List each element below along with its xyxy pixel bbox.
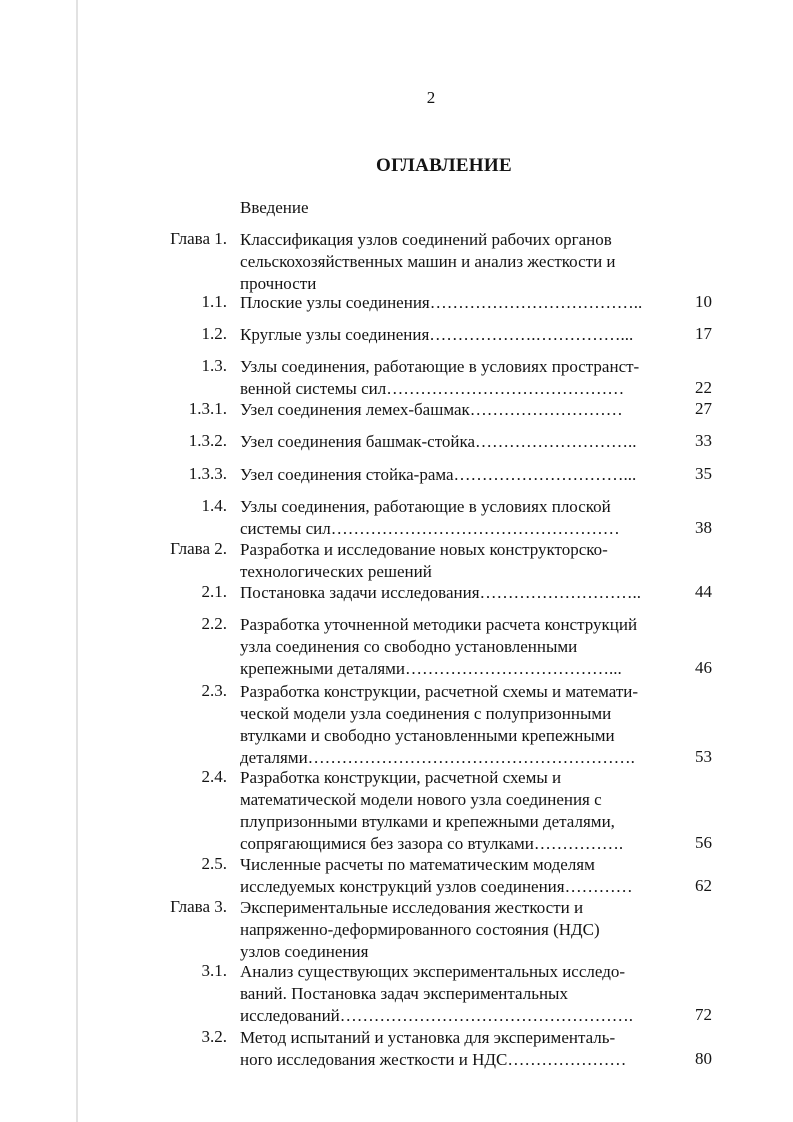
toc-line: ного исследования жесткости и НДС………………… [240, 1050, 627, 1069]
toc-label: 1.3. [201, 356, 227, 375]
toc-line: плупризонными втулками и крепежными деталями, [240, 812, 615, 831]
toc-label: 1.3.3. [188, 464, 227, 483]
toc-label: 3.1. [201, 961, 227, 980]
toc-text [240, 356, 680, 400]
toc-label: 2.2. [201, 614, 227, 633]
toc-line: напряженно-деформированного состояния (НДС) [240, 920, 600, 939]
toc-text [240, 197, 680, 219]
toc-line: Разработка конструкции, расчетной схемы и математи- [240, 682, 639, 701]
toc-page: 35 [695, 464, 712, 483]
toc-line: Экспериментальные исследования жесткости и [240, 898, 584, 917]
toc-text [240, 614, 680, 680]
toc-page: 27 [695, 399, 712, 418]
toc-line: Узел соединения лемех-башмак……………………… [240, 400, 623, 419]
toc-page: 10 [695, 292, 712, 311]
toc-line: узла соединения со свободно установленными [240, 637, 578, 656]
toc-page: 33 [695, 431, 712, 450]
toc-line: исследуемых конструкций узлов соединения………… [240, 877, 633, 896]
toc-label: 2.3. [201, 681, 227, 700]
toc-text [240, 464, 680, 486]
toc-line: ческой модели узла соединения с полупризонными [240, 704, 612, 723]
toc-line: Круглые узлы соединения……………….……………... [240, 325, 634, 344]
toc-label: 1.2. [201, 324, 227, 343]
toc-line: Узлы соединения, работающие в условиях плоской [240, 497, 611, 516]
toc-label: 1.1. [201, 292, 227, 311]
toc-label: Глава 1. [170, 229, 227, 248]
toc-page: 56 [695, 833, 712, 852]
toc-line: прочности [240, 274, 317, 293]
toc-page: 46 [695, 658, 712, 677]
toc-line: Разработка уточненной методики расчета конструкций [240, 615, 638, 634]
toc-line: узлов соединения [240, 942, 369, 961]
toc-line: Разработка и исследование новых конструкторско- [240, 540, 608, 559]
toc-line: Узел соединения башмак-стойка……………………….. [240, 432, 637, 451]
toc-label: Глава 3. [170, 897, 227, 916]
toc-text [240, 292, 680, 314]
toc-text [240, 539, 680, 583]
toc-text [240, 767, 680, 855]
toc-line: Классификация узлов соединений рабочих органов [240, 230, 612, 249]
toc-page: 22 [695, 378, 712, 397]
toc-text [240, 854, 680, 898]
toc-label: 2.5. [201, 854, 227, 873]
toc-text [240, 1027, 680, 1071]
toc-label: Глава 2. [170, 539, 227, 558]
toc-line: Узел соединения стойка-рама…………………………... [240, 465, 637, 484]
toc-text [240, 399, 680, 421]
toc-text [240, 324, 680, 346]
toc-text [240, 582, 680, 604]
toc-label: 1.4. [201, 496, 227, 515]
toc-line: втулками и свободно установленными крепежными [240, 726, 615, 745]
toc-line: крепежными деталями………………………………... [240, 659, 622, 678]
toc-line: исследований……………………………………………. [240, 1006, 634, 1025]
toc-page: 80 [695, 1049, 712, 1068]
toc-text [240, 229, 680, 295]
toc-text [240, 897, 680, 963]
toc-label: 2.4. [201, 767, 227, 786]
page-number: 2 [426, 88, 436, 107]
toc-line: математической модели нового узла соединения с [240, 790, 602, 809]
toc-line: деталями…………………………………………………. [240, 748, 635, 767]
toc-label: 1.3.1. [188, 399, 227, 418]
toc-line: сопрягающимися без зазора со втулками……………. [240, 834, 624, 853]
toc-text [240, 681, 680, 769]
toc-line: Разработка конструкции, расчетной схемы и [240, 768, 562, 787]
toc-label: 1.3.2. [188, 431, 227, 450]
toc-line: венной системы сил…………………………………… [240, 379, 625, 398]
toc-line: Численные расчеты по математическим моделям [240, 855, 595, 874]
toc-page: 17 [695, 324, 712, 343]
toc-line: Метод испытаний и установка для эксперименталь- [240, 1028, 616, 1047]
toc-line: технологических решений [240, 562, 432, 581]
toc-label: 3.2. [201, 1027, 227, 1046]
toc-page: 53 [695, 747, 712, 766]
page-title: ОГЛАВЛЕНИЕ [376, 155, 512, 176]
toc-line: Введение [240, 198, 309, 217]
toc-text [240, 496, 680, 540]
toc-line: Постановка задачи исследования……………………….. [240, 583, 642, 602]
toc-line: ваний. Постановка задач экспериментальных [240, 984, 568, 1003]
toc-line: сельскохозяйственных машин и анализ жесткости и [240, 252, 616, 271]
toc-text [240, 431, 680, 453]
toc-label: 2.1. [201, 582, 227, 601]
toc-line: Узлы соединения, работающие в условиях пространст- [240, 357, 640, 376]
toc-line: системы сил…………………………………………… [240, 519, 620, 538]
toc-page: 72 [695, 1005, 712, 1024]
toc-page: 62 [695, 876, 712, 895]
toc-page: 44 [695, 582, 712, 601]
toc-line: Плоские узлы соединения……………………………….. [240, 293, 643, 312]
toc-line: Анализ существующих экспериментальных исследо- [240, 962, 626, 981]
toc-text [240, 961, 680, 1027]
toc-page: 38 [695, 518, 712, 537]
